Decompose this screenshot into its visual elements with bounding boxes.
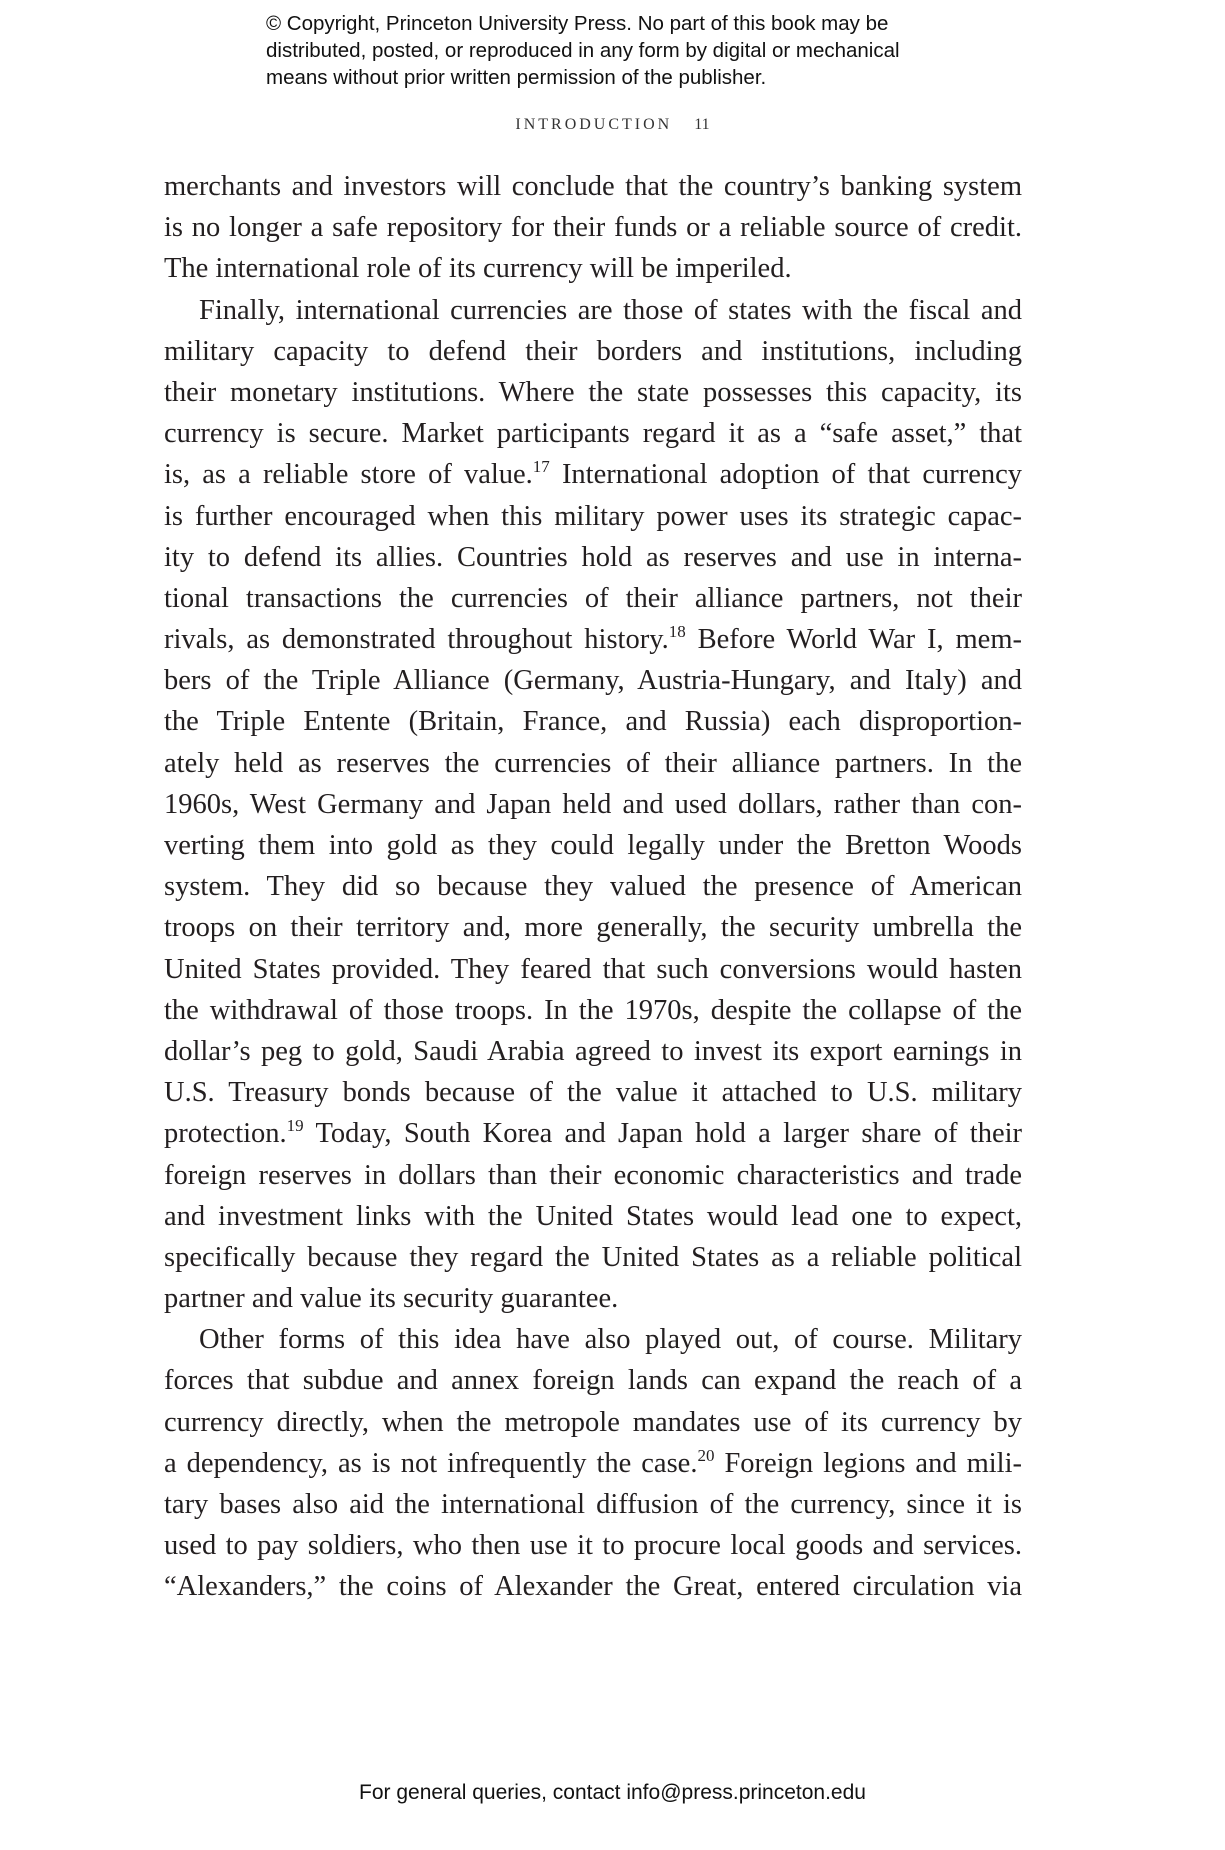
line-text: currency is secure. Market participants regard it as a “safe asset,” that	[164, 418, 1022, 450]
footnote-ref: 17	[532, 457, 550, 477]
line-text: merchants and investors will conclude that the country’s banking system	[164, 171, 1022, 202]
text-line	[164, 1319, 1022, 1360]
line-text: a dependency, as is not infrequently the case.	[164, 1447, 698, 1479]
chapter-title: INTRODUCTION	[515, 116, 673, 133]
line-text: rivals, as demonstrated throughout history.	[164, 624, 669, 656]
line-text: Other forms of this idea have also played out, of course. Military	[199, 1324, 1022, 1356]
text-line	[164, 454, 1022, 495]
line-text: is no longer a safe repository for their funds or a reliable source of credit.	[164, 212, 1022, 244]
line-text: is, as a reliable store of value.	[164, 459, 533, 491]
line-text: ity to defend its allies. Countries hold as reserves and use in interna-	[164, 541, 1022, 573]
line-text: the withdrawal of those troops. In the 1970s, despite the collapse of the	[164, 994, 1022, 1026]
line-text: used to pay soldiers, who then use it to procure local goods and services.	[164, 1530, 1022, 1562]
line-text: their monetary institutions. Where the state possesses this capacity, its	[164, 376, 1022, 408]
text-line	[164, 578, 1022, 619]
line-text: currency directly, when the metropole mandates use of its currency by	[164, 1406, 1022, 1438]
copyright-line: © Copyright, Princeton University Press. No part of this book may be	[266, 12, 889, 35]
text-line	[164, 1360, 1022, 1401]
line-text: system. They did so because they valued the presence of American	[164, 871, 1022, 903]
line-text: partner and value its security guarantee.	[164, 1283, 619, 1315]
line-text: dollar’s peg to gold, Saudi Arabia agreed to invest its export earnings in	[164, 1035, 1022, 1067]
copyright-line: distributed, posted, or reproduced in any form by digital or mechanical	[266, 39, 900, 62]
line-text: forces that subdue and annex foreign lands can expand the reach of a	[164, 1365, 1022, 1397]
line-text: 1960s, West Germany and Japan held and used dollars, rather than con-	[164, 788, 1022, 820]
line-text: is further encouraged when this military power uses its strategic capac-	[164, 500, 1022, 532]
line-text: protection.	[164, 1118, 287, 1150]
text-line	[164, 1484, 1022, 1525]
text-line	[164, 331, 1022, 372]
text-line	[164, 1525, 1022, 1566]
line-text: Today, South Korea and Japan hold a larger share of their	[303, 1118, 1022, 1150]
text-line	[164, 907, 1022, 948]
line-text: The international role of its currency will be imperiled.	[164, 253, 792, 285]
line-text: Before World War I, mem-	[685, 624, 1022, 656]
text-line	[164, 784, 1022, 825]
text-line	[164, 866, 1022, 907]
line-text: tary bases also aid the international diffusion of the currency, since it is	[164, 1489, 1022, 1520]
text-line	[164, 1072, 1022, 1113]
line-text: ately held as reserves the currencies of their alliance partners. In the	[164, 747, 1022, 779]
text-line	[164, 949, 1022, 990]
text-line	[164, 1566, 1022, 1607]
text-line	[164, 166, 1022, 207]
line-text: the Triple Entente (Britain, France, and Russia) each disproportion-	[164, 706, 1022, 738]
line-text: Foreign legions and mili-	[714, 1447, 1022, 1479]
text-line	[164, 1237, 1022, 1278]
footer-contact: For general queries, contact info@press.princeton.edu	[359, 1781, 866, 1804]
text-line	[164, 1113, 1022, 1154]
text-line	[164, 1196, 1022, 1237]
line-text: military capacity to defend their borders and institutions, including	[164, 335, 1022, 367]
text-line	[164, 1402, 1022, 1443]
text-line	[164, 290, 1022, 331]
footnote-ref: 19	[286, 1116, 304, 1136]
body-text	[164, 166, 1022, 1608]
page-number: 11	[694, 116, 710, 133]
text-line	[164, 743, 1022, 784]
text-line	[164, 701, 1022, 742]
footnote-ref: 18	[668, 622, 686, 642]
line-text: specifically because they regard the United States as a reliable political	[164, 1241, 1022, 1273]
line-text: tional transactions the currencies of their alliance partners, not their	[164, 582, 1022, 614]
line-text: “Alexanders,” the coins of Alexander the Great, entered circulation via	[164, 1571, 1022, 1603]
text-line	[164, 990, 1022, 1031]
line-text: U.S. Treasury bonds because of the value it attached to U.S. military	[164, 1077, 1022, 1109]
text-line	[164, 496, 1022, 537]
line-text: and investment links with the United States would lead one to expect,	[164, 1200, 1022, 1232]
text-line	[164, 1278, 1022, 1319]
text-line	[164, 1155, 1022, 1196]
line-text: bers of the Triple Alliance (Germany, Austria-Hungary, and Italy) and	[164, 665, 1022, 697]
line-text: verting them into gold as they could legally under the Bretton Woods	[164, 830, 1022, 861]
copyright-line: means without prior written permission of the publisher.	[266, 66, 767, 89]
text-line	[164, 660, 1022, 701]
copyright-notice	[266, 10, 1026, 91]
text-line	[164, 207, 1022, 248]
text-line	[164, 537, 1022, 578]
line-text: foreign reserves in dollars than their economic characteristics and trade	[164, 1159, 1022, 1191]
line-text: International adoption of that currency	[549, 459, 1022, 491]
text-line	[164, 372, 1022, 413]
text-line	[164, 825, 1022, 866]
line-text: United States provided. They feared that such conversions would hasten	[164, 953, 1022, 985]
text-line	[164, 619, 1022, 660]
text-line	[164, 413, 1022, 454]
line-text: Finally, international currencies are those of states with the fiscal and	[199, 294, 1022, 326]
line-text: troops on their territory and, more generally, the security umbrella the	[164, 912, 1022, 944]
footnote-ref: 20	[697, 1445, 715, 1465]
text-line	[164, 248, 1022, 289]
text-line	[164, 1031, 1022, 1072]
running-head	[0, 116, 1225, 134]
text-line	[164, 1443, 1022, 1484]
